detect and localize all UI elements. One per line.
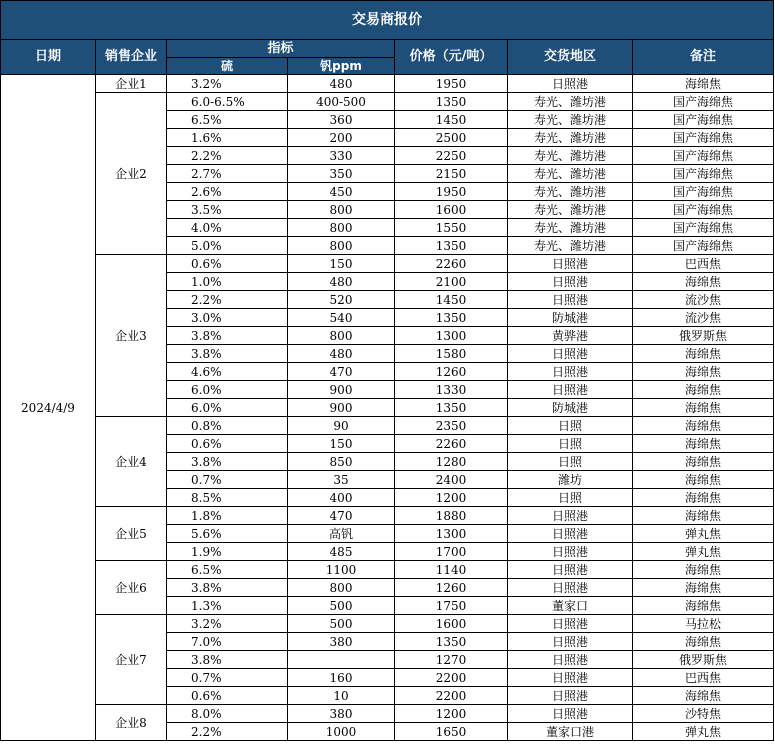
note-cell: 海绵焦 xyxy=(633,417,774,435)
price-cell: 1260 xyxy=(395,579,508,597)
note-cell: 国产海绵焦 xyxy=(633,237,774,255)
table-row xyxy=(1,705,774,723)
sulfur-cell: 8.0% xyxy=(167,705,288,723)
vanadium-cell: 150 xyxy=(288,255,395,273)
vanadium-cell: 400-500 xyxy=(288,93,395,111)
sulfur-cell: 0.6% xyxy=(167,687,288,705)
note-cell: 海绵焦 xyxy=(633,687,774,705)
sulfur-cell: 6.5% xyxy=(167,111,288,129)
sulfur-cell: 1.8% xyxy=(167,507,288,525)
vanadium-cell: 160 xyxy=(288,669,395,687)
price-cell: 1350 xyxy=(395,93,508,111)
vanadium-cell: 10 xyxy=(288,687,395,705)
note-cell: 海绵焦 xyxy=(633,273,774,291)
delivery-cell: 寿光、潍坊港 xyxy=(508,201,633,219)
sulfur-cell: 7.0% xyxy=(167,633,288,651)
sulfur-cell: 0.7% xyxy=(167,471,288,489)
company-cell: 企业4 xyxy=(96,417,167,507)
vanadium-cell: 380 xyxy=(288,633,395,651)
delivery-cell: 日照港 xyxy=(508,345,633,363)
vanadium-cell: 350 xyxy=(288,165,395,183)
price-cell: 1330 xyxy=(395,381,508,399)
note-cell: 巴西焦 xyxy=(633,255,774,273)
sulfur-cell: 1.9% xyxy=(167,543,288,561)
delivery-cell: 日照港 xyxy=(508,561,633,579)
note-cell: 海绵焦 xyxy=(633,561,774,579)
delivery-cell: 黄骅港 xyxy=(508,327,633,345)
price-cell: 1270 xyxy=(395,651,508,669)
delivery-cell: 防城港 xyxy=(508,399,633,417)
vanadium-cell: 470 xyxy=(288,507,395,525)
table-row xyxy=(1,561,774,579)
table-title: 交易商报价 xyxy=(1,1,774,40)
price-cell: 1350 xyxy=(395,309,508,327)
price-cell: 2260 xyxy=(395,255,508,273)
vanadium-cell: 480 xyxy=(288,75,395,93)
vanadium-cell: 485 xyxy=(288,543,395,561)
sulfur-cell: 3.8% xyxy=(167,453,288,471)
price-cell: 2260 xyxy=(395,435,508,453)
note-cell: 国产海绵焦 xyxy=(633,93,774,111)
note-cell: 海绵焦 xyxy=(633,363,774,381)
header-price: 价格（元/吨） xyxy=(395,40,508,75)
note-cell: 国产海绵焦 xyxy=(633,147,774,165)
company-cell: 企业5 xyxy=(96,507,167,561)
delivery-cell: 董家口 xyxy=(508,597,633,615)
price-cell: 1650 xyxy=(395,723,508,741)
note-cell: 国产海绵焦 xyxy=(633,183,774,201)
price-cell: 1450 xyxy=(395,291,508,309)
note-cell: 海绵焦 xyxy=(633,345,774,363)
price-cell: 1200 xyxy=(395,705,508,723)
vanadium-cell: 400 xyxy=(288,489,395,507)
price-cell: 2400 xyxy=(395,471,508,489)
note-cell: 海绵焦 xyxy=(633,597,774,615)
note-cell: 海绵焦 xyxy=(633,579,774,597)
price-cell: 1260 xyxy=(395,363,508,381)
vanadium-cell: 480 xyxy=(288,273,395,291)
company-cell: 企业2 xyxy=(96,93,167,255)
table-row xyxy=(1,75,774,93)
delivery-cell: 日照港 xyxy=(508,651,633,669)
header-vanadium: 钒ppm xyxy=(288,58,395,75)
sulfur-cell: 3.2% xyxy=(167,615,288,633)
note-cell: 海绵焦 xyxy=(633,633,774,651)
vanadium-cell: 1100 xyxy=(288,561,395,579)
note-cell: 沙特焦 xyxy=(633,705,774,723)
price-cell: 2200 xyxy=(395,687,508,705)
sulfur-cell: 8.5% xyxy=(167,489,288,507)
price-cell: 2100 xyxy=(395,273,508,291)
vanadium-cell: 35 xyxy=(288,471,395,489)
vanadium-cell: 800 xyxy=(288,219,395,237)
sulfur-cell: 3.5% xyxy=(167,201,288,219)
price-cell: 1140 xyxy=(395,561,508,579)
vanadium-cell: 900 xyxy=(288,381,395,399)
price-cell: 1300 xyxy=(395,327,508,345)
vanadium-cell: 800 xyxy=(288,579,395,597)
delivery-cell: 寿光、潍坊港 xyxy=(508,183,633,201)
vanadium-cell: 480 xyxy=(288,345,395,363)
sulfur-cell: 3.8% xyxy=(167,579,288,597)
date-cell: 2024/4/9 xyxy=(1,75,96,741)
sulfur-cell: 6.0% xyxy=(167,399,288,417)
note-cell: 弹丸焦 xyxy=(633,525,774,543)
sulfur-cell: 4.6% xyxy=(167,363,288,381)
note-cell: 海绵焦 xyxy=(633,453,774,471)
delivery-cell: 日照港 xyxy=(508,579,633,597)
sulfur-cell: 0.7% xyxy=(167,669,288,687)
price-cell: 1350 xyxy=(395,399,508,417)
company-cell: 企业1 xyxy=(96,75,167,93)
sulfur-cell: 3.8% xyxy=(167,651,288,669)
delivery-cell: 寿光、潍坊港 xyxy=(508,147,633,165)
note-cell: 流沙焦 xyxy=(633,291,774,309)
note-cell: 国产海绵焦 xyxy=(633,201,774,219)
note-cell: 巴西焦 xyxy=(633,669,774,687)
sulfur-cell: 3.2% xyxy=(167,75,288,93)
delivery-cell: 寿光、潍坊港 xyxy=(508,111,633,129)
delivery-cell: 日照港 xyxy=(508,255,633,273)
delivery-cell: 防城港 xyxy=(508,309,633,327)
vanadium-cell: 800 xyxy=(288,201,395,219)
price-cell: 1200 xyxy=(395,489,508,507)
note-cell: 弹丸焦 xyxy=(633,723,774,741)
sulfur-cell: 1.0% xyxy=(167,273,288,291)
delivery-cell: 寿光、潍坊港 xyxy=(508,93,633,111)
delivery-cell: 日照港 xyxy=(508,669,633,687)
delivery-cell: 日照港 xyxy=(508,543,633,561)
vanadium-cell: 380 xyxy=(288,705,395,723)
header-sulfur: 硫 xyxy=(167,58,288,75)
delivery-cell: 日照 xyxy=(508,417,633,435)
company-cell: 企业7 xyxy=(96,615,167,705)
sulfur-cell: 1.6% xyxy=(167,129,288,147)
delivery-cell: 日照港 xyxy=(508,291,633,309)
header-delivery: 交货地区 xyxy=(508,40,633,75)
vanadium-cell: 360 xyxy=(288,111,395,129)
note-cell: 马拉松 xyxy=(633,615,774,633)
delivery-cell: 寿光、潍坊港 xyxy=(508,237,633,255)
vanadium-cell: 150 xyxy=(288,435,395,453)
delivery-cell: 日照港 xyxy=(508,525,633,543)
vanadium-cell: 1000 xyxy=(288,723,395,741)
price-cell: 2350 xyxy=(395,417,508,435)
delivery-cell: 寿光、潍坊港 xyxy=(508,129,633,147)
delivery-cell: 日照港 xyxy=(508,75,633,93)
sulfur-cell: 0.8% xyxy=(167,417,288,435)
vanadium-cell: 500 xyxy=(288,615,395,633)
price-cell: 1350 xyxy=(395,237,508,255)
sulfur-cell: 5.0% xyxy=(167,237,288,255)
sulfur-cell: 3.0% xyxy=(167,309,288,327)
delivery-cell: 潍坊 xyxy=(508,471,633,489)
note-cell: 俄罗斯焦 xyxy=(633,327,774,345)
sulfur-cell: 2.2% xyxy=(167,723,288,741)
table-row xyxy=(1,93,774,111)
sulfur-cell: 0.6% xyxy=(167,435,288,453)
note-cell: 海绵焦 xyxy=(633,507,774,525)
sulfur-cell: 2.7% xyxy=(167,165,288,183)
vanadium-cell: 200 xyxy=(288,129,395,147)
price-cell: 2500 xyxy=(395,129,508,147)
table-row xyxy=(1,615,774,633)
sulfur-cell: 2.2% xyxy=(167,291,288,309)
vanadium-cell: 高钒 xyxy=(288,525,395,543)
delivery-cell: 日照港 xyxy=(508,363,633,381)
vanadium-cell: 90 xyxy=(288,417,395,435)
delivery-cell: 日照 xyxy=(508,453,633,471)
note-cell: 弹丸焦 xyxy=(633,543,774,561)
header-indicator: 指标 xyxy=(167,40,395,58)
price-cell: 1950 xyxy=(395,75,508,93)
delivery-cell: 日照港 xyxy=(508,633,633,651)
price-cell: 2200 xyxy=(395,669,508,687)
note-cell: 海绵焦 xyxy=(633,471,774,489)
vanadium-cell: 470 xyxy=(288,363,395,381)
note-cell: 海绵焦 xyxy=(633,435,774,453)
vanadium-cell: 800 xyxy=(288,327,395,345)
price-cell: 1350 xyxy=(395,633,508,651)
price-cell: 1550 xyxy=(395,219,508,237)
price-cell: 1880 xyxy=(395,507,508,525)
table-body xyxy=(1,75,774,741)
price-cell: 1280 xyxy=(395,453,508,471)
vanadium-cell: 520 xyxy=(288,291,395,309)
vanadium-cell: 450 xyxy=(288,183,395,201)
vanadium-cell: 850 xyxy=(288,453,395,471)
delivery-cell: 日照 xyxy=(508,489,633,507)
header-note: 备注 xyxy=(633,40,774,75)
sulfur-cell: 3.8% xyxy=(167,345,288,363)
delivery-cell: 日照港 xyxy=(508,705,633,723)
delivery-cell: 日照港 xyxy=(508,687,633,705)
note-cell: 国产海绵焦 xyxy=(633,165,774,183)
company-cell: 企业3 xyxy=(96,255,167,417)
header-company: 销售企业 xyxy=(96,40,167,75)
delivery-cell: 日照港 xyxy=(508,381,633,399)
vanadium-cell xyxy=(288,651,395,669)
vanadium-cell: 900 xyxy=(288,399,395,417)
vanadium-cell: 540 xyxy=(288,309,395,327)
vanadium-cell: 500 xyxy=(288,597,395,615)
price-cell: 1700 xyxy=(395,543,508,561)
sulfur-cell: 2.2% xyxy=(167,147,288,165)
note-cell: 海绵焦 xyxy=(633,399,774,417)
sulfur-cell: 0.6% xyxy=(167,255,288,273)
delivery-cell: 日照港 xyxy=(508,507,633,525)
price-cell: 1600 xyxy=(395,615,508,633)
header-date: 日期 xyxy=(1,40,96,75)
note-cell: 国产海绵焦 xyxy=(633,111,774,129)
price-cell: 1450 xyxy=(395,111,508,129)
sulfur-cell: 4.0% xyxy=(167,219,288,237)
price-cell: 1600 xyxy=(395,201,508,219)
note-cell: 海绵焦 xyxy=(633,381,774,399)
sulfur-cell: 1.3% xyxy=(167,597,288,615)
table-row xyxy=(1,507,774,525)
delivery-cell: 董家口港 xyxy=(508,723,633,741)
price-cell: 1950 xyxy=(395,183,508,201)
price-cell: 1580 xyxy=(395,345,508,363)
sulfur-cell: 2.6% xyxy=(167,183,288,201)
sulfur-cell: 6.0-6.5% xyxy=(167,93,288,111)
delivery-cell: 寿光、潍坊港 xyxy=(508,165,633,183)
vanadium-cell: 800 xyxy=(288,237,395,255)
delivery-cell: 日照港 xyxy=(508,273,633,291)
company-cell: 企业6 xyxy=(96,561,167,615)
delivery-cell: 寿光、潍坊港 xyxy=(508,219,633,237)
delivery-cell: 日照 xyxy=(508,435,633,453)
sulfur-cell: 3.8% xyxy=(167,327,288,345)
sulfur-cell: 6.0% xyxy=(167,381,288,399)
sulfur-cell: 6.5% xyxy=(167,561,288,579)
table-row xyxy=(1,417,774,435)
note-cell: 国产海绵焦 xyxy=(633,219,774,237)
note-cell: 海绵焦 xyxy=(633,489,774,507)
note-cell: 流沙焦 xyxy=(633,309,774,327)
price-cell: 1750 xyxy=(395,597,508,615)
note-cell: 国产海绵焦 xyxy=(633,129,774,147)
price-cell: 2250 xyxy=(395,147,508,165)
table-row xyxy=(1,255,774,273)
price-cell: 1300 xyxy=(395,525,508,543)
sulfur-cell: 5.6% xyxy=(167,525,288,543)
company-cell: 企业8 xyxy=(96,705,167,741)
price-cell: 2150 xyxy=(395,165,508,183)
delivery-cell: 日照港 xyxy=(508,615,633,633)
note-cell: 俄罗斯焦 xyxy=(633,651,774,669)
vanadium-cell: 330 xyxy=(288,147,395,165)
note-cell: 海绵焦 xyxy=(633,75,774,93)
